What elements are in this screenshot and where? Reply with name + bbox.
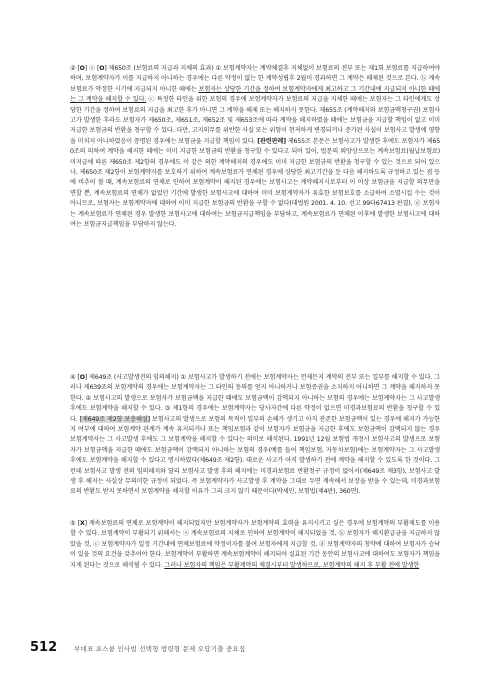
explanation-paragraph	[70, 519, 440, 571]
text-run: O	[79, 65, 85, 72]
text-run: ] 제650조 (보험료의 지급과 지체의 효과) ① 보험계약자는 계약체결후 지체없이 보험료의 전부 또는 제1회 보험료를 지급하여야 하며, 보험계약자가 이를 지급하지 아니하는 경우에는 다른 약정이 없는 한 계약성립후 2월이 경과하면 그 계약은 해제된 것으로 본다. ⓑ 계속보험료가 약정한 시기에 지급되지 아니한 때에는	[70, 65, 440, 93]
answer-explanation-5	[70, 519, 440, 571]
answer-explanation-2	[70, 64, 440, 231]
answer-explanation-4	[70, 373, 440, 498]
explanation-paragraph	[70, 64, 440, 231]
text-run: 그러나 보험자의 책임은 부활계약의 체결시부터 발생하므로, 보험계약의 해지 후 부활 전에 발생한	[164, 561, 420, 569]
text-run: ] 계속보험료의 연체로 보험계약이 해지되었지만 보험계약자가 보험계약의 효력을 유지시키고 싶은 경우에 보험계약의 부활제도를 이용할 수 있다. 보험계약이 부활되기 위해서는 ⓐ 계속보험료의 지체로 인하여 보험계약이 해지되었을 것, ⓑ 보험자가 해지환급금을 지급하지 않았을 것, ⓒ 보험계약자가 일정 기간내에 연체보험료에 약정이자를 붙여 보험자에게 지급할 것, ⓓ 보험계약자의 청약에 대하여 보험자가 승낙이 있을 것의 요건을 갖추어야 한다. 보험계약이 부활하면 계속보험계약이 해지되어 실효된 기간 동안의 보험사고에 대하여도 보험자가 책임을 지게 된다는 것으로 해석될 수 있다.	[70, 520, 441, 569]
text-run: 보험사고의 발생으로 보험의 목적이 일부의 손해가 생기고 아직 잔존한 보험금액이 있는 경우에 해지가 가능한지 여부에 대하여 보험계약 관계가 계속 유지되거나 또는 책임보험과 같이 보험자가 보험금을 지급한 후에도 보험금액이 감액되지 않는 경우 보험계약자는 그 사고발생 후에도 그 보험계약을 해지할 수 있다는 의미로 해석된다. 1991년 12월 보험법 개정시 보험사고의 발생으로 보험자가 보험금액을 지급한 때에도 보험금액이 감액되지 아니하는 보험의 경우(예를 들어 책임보험, 자동차보험)에는 보험계약자는 그 사고발생 후에도 보험계약을 해지할 수 있다고 명시하였다(제649조 제2항). 대로운 사고가 아직 발생하기 전에 계약을 해지할 수 있도록 한 것이다. 그런데 보험사고 발생 전의 임의해지와 달리 보험사고 발생 후의 해지에는 미경과보험료 반환청구 규정이 없어서(제649조 제3항), 보험사고 발생 후 해지는 사실상 무의미한 규정이 되었다. 즉 보험계약자가 사고발생 후 계약을 그대로 두면 계속해서 보장을 받을 수 있는데, 미경과보험료의 반환도 받지 못하면서 보험계약을 해지할 이유가 그리 크지 않기 때문이다(박세민, 보험법(제4판), 360면).	[70, 415, 440, 496]
page-footer	[30, 640, 470, 660]
text-run: O	[79, 374, 85, 381]
explanation-paragraph	[70, 373, 440, 498]
text-run: 제655조 본문은 보험사고가 발생한 후에도 보험자가 제650조의 의하여 계약을 해지한 때에는 이미 지급한 보험금의 반환을 청구할 수 있다고 되어 있어, 법문의 외양상으로는 계속보험료(월납보험료) 미지급에 따른 제650조 제2항의 경우에도 이 같은 의한 계약해지의 경우에도 이미 지급한 보험금의 반환을 청구할 수 있는 것으로 되어 있으나, 제650조 제2항이 보험계약자를 보호하기 위하여 계속보험료가 연체된 경우에 상당한 최고기간을 둔 다음 해지하도록 규정하고 있는 점 등에 비추어 볼 때, 계속보험료의 연체로 인하여 보험계약이 해지된 경우에는 보험사고는 계약해지시로부터 이 이상 보험금을 지급할 의무만을 면할 뿐, 계속보험료의 연체가 없었던 기간에 발생한 보험사고에 대하여 이미 보험계약자가 유효한 보험보호를 소급하여 소멸시킬 수는 것이 아니므로, 보험자는 보험계약자에 대하여 이미 지급한 보험금의 반환을 구할 수 없다(대법원 2001. 4. 10. 선고 99다67413 판결). ⓓ 보험자는 계속보험료가 연체된 경우 발생한 보험사고에 대하여는 보험금지급책임을 부담하고, 계속보험료가 연체된 이후에 발생한 보험사고에 대하여는 보험금지급책임을 부담하지 않는다.	[70, 137, 440, 229]
text-run: ⑤ [	[70, 520, 80, 527]
text-run: ] 제649조 (사고발생전의 임의해지) ① 보험사고가 발생하기 전에는 보험계약자는 언제든지 계약의 전부 또는 일부를 해지할 수 있다. 그러나 제639조의 보험계약의 경우에는 보험계약자는 그 타인의 동의를 얻지 아니하거나 보험증권을 소지하지 아니하면 그 계약을 해지하지 못한다. ② 보험사고의 발생으로 보험자가 보험금액을 지급한 때에도 보험금액이 감액되지 아니하는 보험의 경우에는 보험계약자는 그 사고발생 후에도 보험계약을 해지할 수 있다. ③ 제1항의 경우에는 보험계약자는 당사자간에 다른 약정이 없으면 미경과보험료의 반환을 청구할 수 있다.	[70, 374, 441, 423]
text-run: ④ [	[70, 374, 80, 381]
text-run: X	[79, 520, 85, 527]
text-run: ② [	[70, 65, 80, 72]
text-run: [관련판례]	[257, 137, 286, 145]
running-title: 부대표 포스쿨 인사법 선택형 법령형 문제 오답기출 중요집	[74, 645, 246, 653]
text-run: [제649조 제2항 보충해설]	[79, 415, 150, 423]
page-number: 512	[30, 640, 58, 655]
text-run: ⓒ 특정한 타인을 위한 보험의 경우에 보험계약자가 보험료의 지급을 지체한 때에는 보험자는 그 타인에게도 상당한 기간을 정하여 보험료의 지급을 최고한 후가 아니면 그 계약을 해제 또는 해지하지 못한다. 제655조 (계약해지와 보험금액청구권) 보험사고가 발생한 후라도 보험자가 제650조, 제651조, 제652조 및 제653조에 따라 계약을 해지하였을 때에는 보험금을 지급할 책임이 없고 이미 지급한 보험금의 반환을 청구할 수 있다. 다만, 고지의무를 위반한 사실 또는 위험이 현저하게 변경되거나 증가된 사실이 보험사고 발생에 영향을 미치지 아니하였음이 증명된 경우에는 보험금을 지급할 책임이 있다.	[70, 96, 440, 145]
text-run: ] ⓐ [	[84, 65, 100, 72]
text-run: 보험자는 상당한 기간을 정하여 보험계약자에게 최고하고 그 기간내에 지급되지 아니한 때에는 그 계약을 해지할 수 있다.	[70, 85, 440, 104]
text-run: O	[99, 65, 105, 72]
